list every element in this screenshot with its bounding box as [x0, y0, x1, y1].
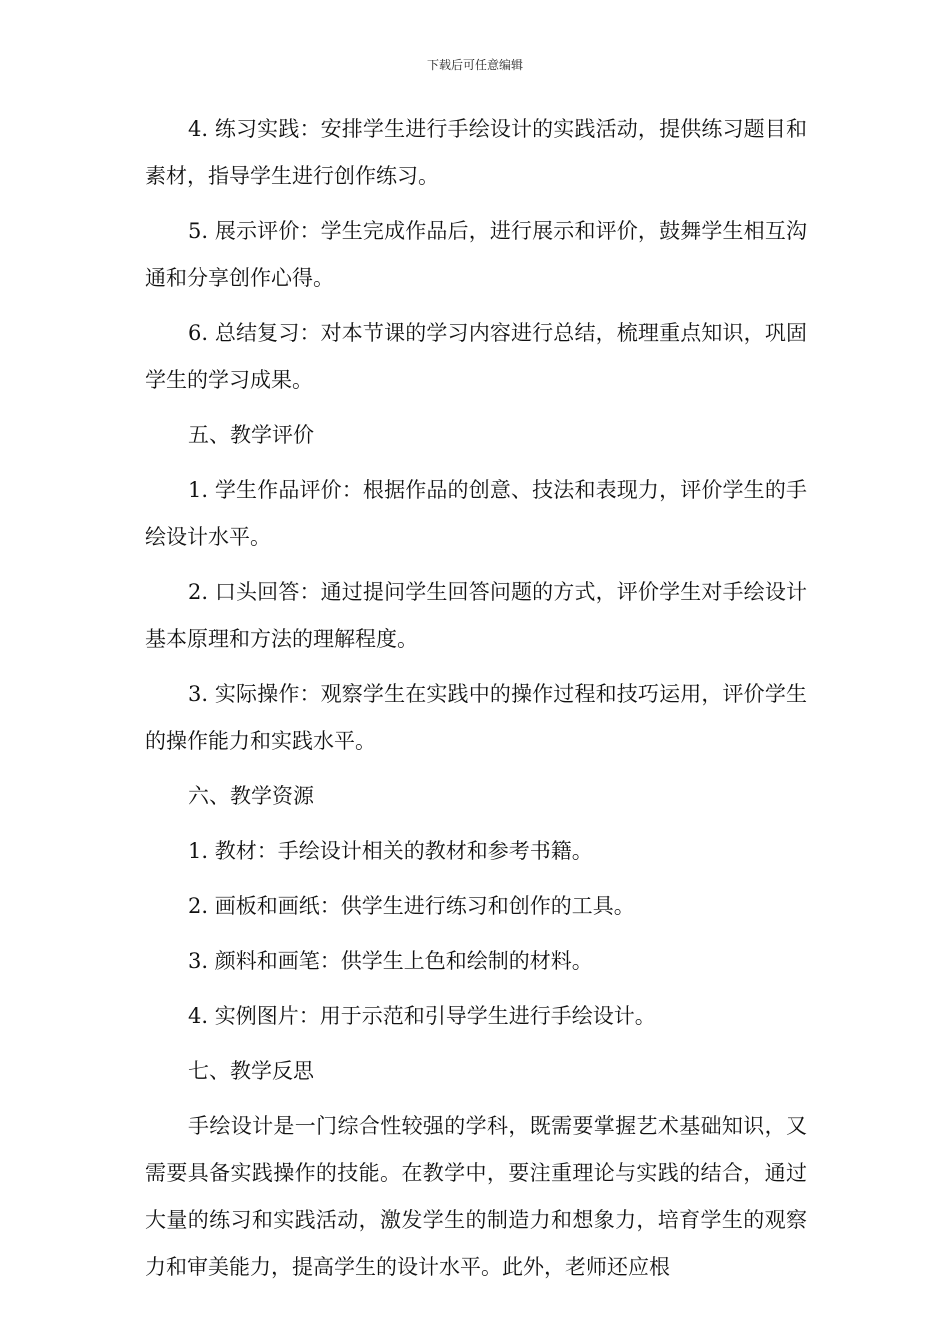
list-item-practical-operation: 3. 实际操作：观察学生在实践中的操作过程和技巧运用，评价学生的操作能力和实践水平。	[145, 682, 807, 753]
reflection-paragraph: 手绘设计是一门综合性较强的学科，既需要掌握艺术基础知识，又需要具备实践操作的技能。在教学中，要注重理论与实践的结合，通过大量的练习和实践活动，激发学生的制造力和想象力，培育学生的观察力和审美能力，提高学生的设计水平。此外，老师还应根	[145, 1114, 807, 1279]
list-item-practice: 4. 练习实践：安排学生进行手绘设计的实践活动，提供练习题目和素材，指导学生进行创作练习。	[145, 117, 807, 188]
section-heading-reflection: 七、教学反思	[188, 1059, 314, 1083]
header-note: 下载后可任意编辑	[426, 58, 523, 72]
list-item-review: 6. 总结复习：对本节课的学习内容进行总结，梳理重点知识，巩固学生的学习成果。	[145, 321, 807, 392]
list-item-oral-answer: 2. 口头回答：通过提问学生回答问题的方式，评价学生对手绘设计基本原理和方法的理解程度。	[145, 580, 807, 651]
document-body	[145, 106, 807, 1299]
section-heading-resources: 六、教学资源	[188, 784, 314, 808]
list-item-work-evaluation: 1. 学生作品评价：根据作品的创意、技法和表现力，评价学生的手绘设计水平。	[145, 478, 807, 549]
list-item-example-images: 4. 实例图片：用于示范和引导学生进行手绘设计。	[188, 1004, 656, 1028]
list-item-drawing-board: 2. 画板和画纸：供学生进行练习和创作的工具。	[188, 894, 635, 918]
list-item-textbook: 1. 教材：手绘设计相关的教材和参考书籍。	[188, 839, 593, 863]
list-item-showcase: 5. 展示评价：学生完成作品后，进行展示和评价，鼓舞学生相互沟通和分享创作心得。	[145, 219, 807, 290]
section-heading-evaluation: 五、教学评价	[188, 423, 314, 447]
list-item-paint: 3. 颜料和画笔：供学生上色和绘制的材料。	[188, 949, 593, 973]
